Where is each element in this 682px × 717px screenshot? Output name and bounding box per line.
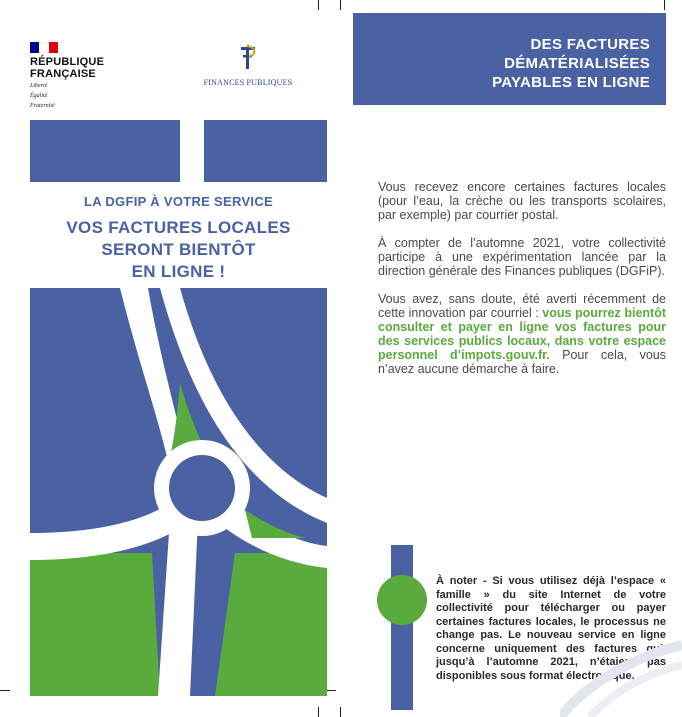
motto-liberte: Liberté xyxy=(30,83,48,89)
french-flag-icon xyxy=(30,42,58,53)
republique-name-line2: FRANÇAISE xyxy=(30,68,96,80)
intro-title-line2: SERONT BIENTÔT xyxy=(101,240,256,259)
illustration-green-zone xyxy=(30,553,160,696)
note-text: À noter - Si vous utilisez déjà l’espace « famille » du site Internet de votre collectivité pour télécharger ou payer certaines factures locales, le processus ne change pas. Le nouveau service en ligne concerne uniquement des factures qui, jusqu’à l’automne 2021, n’étaient pas disponibles sous format électronique. xyxy=(436,575,666,682)
finances-publiques-emblem-icon xyxy=(237,44,259,72)
motto-egalite: Égalité xyxy=(30,93,48,99)
crop-mark xyxy=(0,690,10,691)
banner-title-line1: DES FACTURES xyxy=(530,36,650,53)
info-marker-icon xyxy=(368,545,438,710)
finances-publiques-logo xyxy=(200,44,296,87)
intro-subtitle: LA DGFIP À VOTRE SERVICE xyxy=(84,194,273,209)
roundabout-center xyxy=(169,455,235,521)
finances-publiques-name: FINANCES PUBLIQUES xyxy=(203,78,293,87)
crop-mark xyxy=(664,0,665,10)
banner-title-line3: PAYABLES EN LIGNE xyxy=(492,74,650,91)
banner-title-line2: DÉMATÉRIALISÉES xyxy=(504,55,650,72)
crop-mark xyxy=(340,707,341,717)
info-marker-bar xyxy=(391,545,413,710)
intro-block xyxy=(30,194,327,283)
decorative-top-bars xyxy=(30,120,327,182)
top-bar-right xyxy=(204,120,327,182)
republique-francaise-logo xyxy=(30,42,120,110)
paragraph-3-start: Vous avez, sans doute, été averti récemment de cette innovation par courriel : xyxy=(378,292,666,320)
paragraph-3 xyxy=(378,292,666,376)
crop-mark xyxy=(340,0,341,10)
intro-title-line3: EN LIGNE ! xyxy=(131,262,226,281)
banner-title xyxy=(390,35,650,92)
paragraph-2: À compter de l’automne 2021, votre collectivité participe à une expérimentation lancée par la direction générale des Finances publiques (DGFiP). xyxy=(378,236,666,278)
title-banner xyxy=(353,13,666,105)
intro-title-line1: VOS FACTURES LOCALES xyxy=(66,218,291,237)
roundabout-illustration xyxy=(30,288,327,696)
republique-name-line1: RÉPUBLIQUE xyxy=(30,56,105,68)
paragraph-1: Vous recevez encore certaines factures locales (pour l’eau, la crèche ou les transports scolaires, par exemple) par courrier postal. xyxy=(378,180,666,222)
crop-mark xyxy=(318,707,319,717)
info-marker-dot xyxy=(377,575,427,625)
body-text xyxy=(378,180,666,390)
crop-mark xyxy=(318,0,319,10)
intro-title xyxy=(30,217,327,283)
top-bar-left xyxy=(30,120,180,182)
motto-fraternite: Fraternité xyxy=(30,103,55,109)
paragraph-3-highlight: vous pourrez bientôt consulter et payer en ligne vos factures pour des services publics locaux, dans votre espace personnel d’impots.gouv.fr. xyxy=(378,306,666,362)
paragraph-3-end: Pour cela, vous n’avez aucune démarche à faire. xyxy=(378,348,666,376)
decorative-arcs xyxy=(560,640,682,717)
